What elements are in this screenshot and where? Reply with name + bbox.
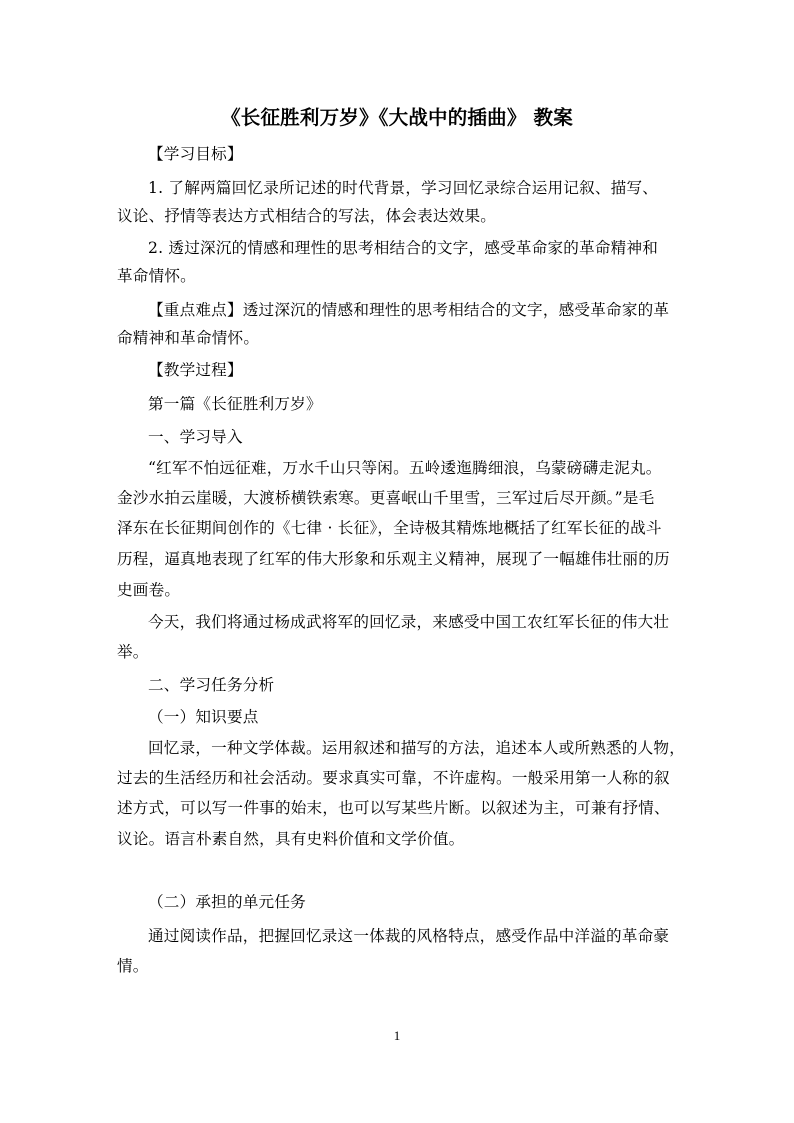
paragraph-line: 革命情怀。 bbox=[117, 267, 196, 285]
subsection-heading: 一、学习导入 bbox=[148, 428, 243, 446]
subsection-heading: （一）知识要点 bbox=[148, 708, 259, 726]
paragraph-line: 情。 bbox=[117, 957, 149, 975]
paragraph-line: 泽东在长征期间创作的《七律 · 长征》，全诗极其精炼地概括了红军长征的战斗 bbox=[117, 519, 662, 537]
paragraph-line: 通过阅读作品，把握回忆录这一体裁的风格特点，感受作品中洋溢的革命豪 bbox=[148, 927, 670, 945]
paragraph-line: 议论。语言朴素自然，具有史料价值和文学价值。 bbox=[117, 830, 465, 848]
paragraph-line: 【重点难点】透过深沉的情感和理性的思考相结合的文字，感受革命家的革 bbox=[148, 301, 670, 319]
subsection-heading: 第一篇《长征胜利万岁》 bbox=[148, 395, 322, 413]
paragraph-line: 命精神和革命情怀。 bbox=[117, 329, 260, 347]
paragraph-line: 金沙水拍云崖暖，大渡桥横铁索寒。更喜岷山千里雪，三军过后尽开颜。”是毛 bbox=[117, 489, 655, 507]
paragraph-line: 历程，逼真地表现了红军的伟大形象和乐观主义精神，展现了一幅雄伟壮丽的历 bbox=[117, 550, 670, 568]
page-number: 1 bbox=[393, 1028, 401, 1043]
paragraph-line: 史画卷。 bbox=[117, 581, 181, 599]
paragraph-line: 议论、抒情等表达方式相结合的写法，体会表达效果。 bbox=[117, 207, 497, 225]
subsection-heading: 二、学习任务分析 bbox=[148, 676, 275, 694]
paragraph-line: 今天，我们将通过杨成武将军的回忆录，来感受中国工农红军长征的伟大壮 bbox=[148, 613, 670, 631]
paragraph-line: 回忆录，一种文学体裁。运用叙述和描写的方法，追述本人或所熟悉的人物， bbox=[148, 739, 685, 757]
subsection-heading: （二）承担的单元任务 bbox=[148, 893, 306, 911]
paragraph-line: 过去的生活经历和社会活动。要求真实可靠，不许虚构。一般采用第一人称的叙 bbox=[117, 769, 670, 787]
paragraph-line: 2. 透过深沉的情感和理性的思考相结合的文字，感受革命家的革命精神和 bbox=[148, 239, 659, 257]
paragraph-line: 举。 bbox=[117, 643, 149, 661]
paragraph-line: 述方式，可以写一件事的始末，也可以写某些片断。以叙述为主，可兼有抒情、 bbox=[117, 799, 670, 817]
section-heading-process: 【教学过程】 bbox=[148, 361, 243, 379]
paragraph-line: “红军不怕远征难，万水千山只等闲。五岭逶迤腾细浪，乌蒙磅礴走泥丸。 bbox=[148, 459, 662, 477]
section-heading-objectives: 【学习目标】 bbox=[148, 145, 243, 163]
paragraph-line: 1. 了解两篇回忆录所记述的时代背景，学习回忆录综合运用记叙、描写、 bbox=[148, 179, 659, 197]
document-title: 《长征胜利万岁》《大战中的插曲》 教案 bbox=[221, 106, 573, 129]
